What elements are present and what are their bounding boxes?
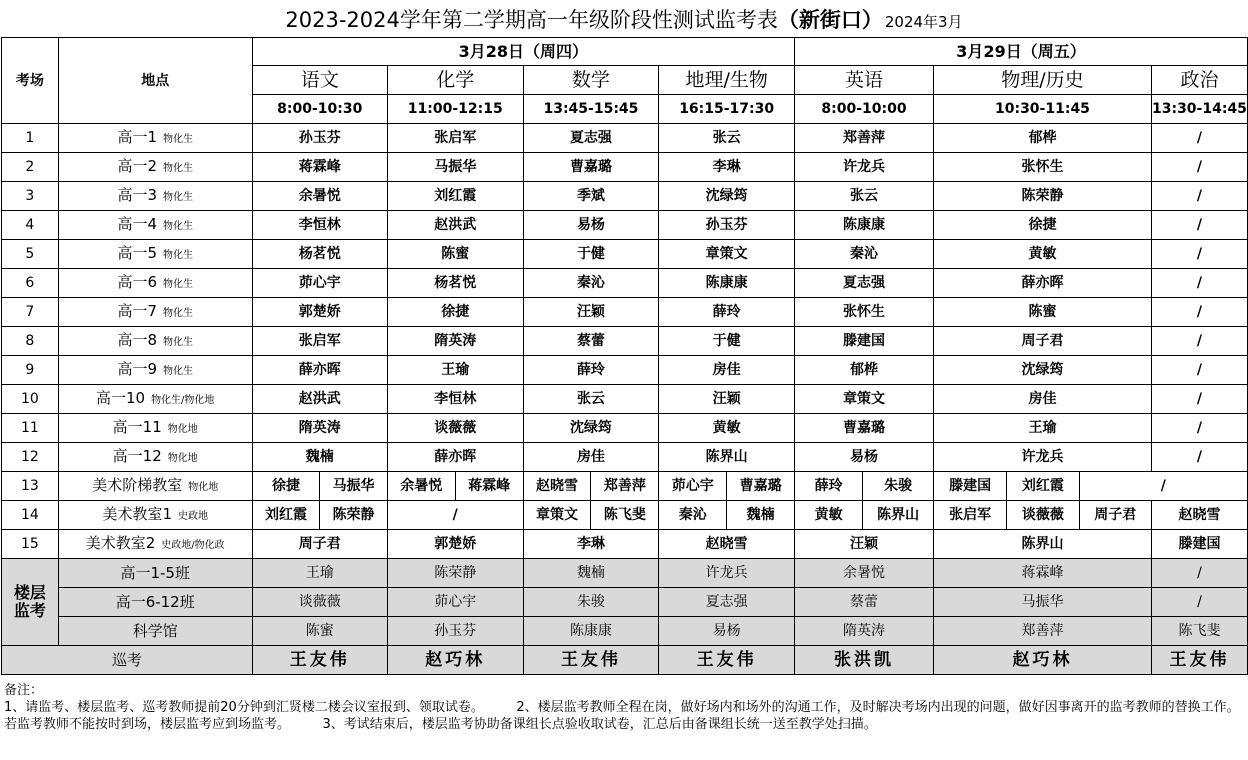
invigilator-cell: 陈界山: [659, 443, 795, 472]
place-cell: [58, 269, 252, 298]
invigilator-cell: 陈荣静: [320, 501, 388, 530]
place-track-tag: 物化地: [167, 452, 198, 464]
invigilator-cell: 沈绿筠: [934, 356, 1152, 385]
invigilator-cell: 余暑悦: [252, 182, 387, 211]
patrol-label: 巡考: [2, 646, 253, 675]
invigilator-cell: 秦沁: [523, 269, 659, 298]
place-track-tag: 物化生: [162, 133, 193, 145]
patrol-name: 王友伟: [1169, 649, 1230, 670]
invigilator-cell: /: [1151, 414, 1247, 443]
place-track-tag: 物化生: [162, 191, 193, 203]
invigilator-cell: 徐捷: [934, 211, 1152, 240]
invigilator-cell: 房佳: [659, 356, 795, 385]
invigilator-cell: 李琳: [659, 153, 795, 182]
invigilator-cell: /: [1151, 385, 1247, 414]
floor-place: 高一6-12班: [58, 588, 252, 617]
place-cell: [58, 153, 252, 182]
floor-invigilator-cell: 陈蜜: [252, 617, 387, 646]
invigilator-cell: 孙玉芬: [659, 211, 795, 240]
floor-label: [2, 559, 59, 646]
title-campus: （新街口）: [777, 8, 883, 32]
table-row: [2, 211, 1248, 240]
invigilator-cell: 陈飞斐: [591, 501, 659, 530]
invigilator-cell: /: [387, 501, 523, 530]
patrol-name: 王友伟: [289, 649, 350, 670]
room-number: 8: [2, 327, 59, 356]
room-number: 15: [2, 530, 59, 559]
subject-header: 语文: [252, 66, 387, 95]
invigilator-cell: /: [1151, 153, 1247, 182]
place-name: 高一3: [117, 185, 157, 204]
time-header: 10:30-11:45: [934, 95, 1152, 124]
title-date: 2024年3月: [884, 13, 963, 31]
invigilator-cell: 隋英涛: [387, 327, 523, 356]
invigilator-cell: 陈荣静: [934, 182, 1152, 211]
floor-invigilator-cell: /: [1151, 559, 1247, 588]
room-number: 6: [2, 269, 59, 298]
place-cell: [58, 356, 252, 385]
invigilator-cell: 黄敏: [795, 501, 863, 530]
invigilator-cell: 薛亦晖: [934, 269, 1152, 298]
room-number: 12: [2, 443, 59, 472]
invigilator-cell: 张云: [523, 385, 659, 414]
title-main: 2023-2024学年第二学期高一年级阶段性测试监考表: [285, 8, 778, 32]
subject-header: 物理/历史: [934, 66, 1152, 95]
invigilator-cell: 张云: [795, 182, 934, 211]
floor-invigilator-cell: 谈薇薇: [252, 588, 387, 617]
invigilator-cell: 汪颖: [659, 385, 795, 414]
floor-invigilator-cell: 余暑悦: [795, 559, 934, 588]
invigilator-cell: /: [1151, 443, 1247, 472]
invigilator-cell: 房佳: [523, 443, 659, 472]
invigilator-cell: 周子君: [934, 327, 1152, 356]
table-row: [2, 385, 1248, 414]
invigilator-cell: 郭楚娇: [387, 530, 523, 559]
place-track-tag: 物化生/物化地: [151, 394, 215, 406]
table-row: [2, 327, 1248, 356]
patrol-cell: [523, 646, 659, 675]
place-cell: [58, 240, 252, 269]
invigilator-cell: 夏志强: [523, 124, 659, 153]
invigilator-cell: 杨茗悦: [252, 240, 387, 269]
invigilator-cell: 陈界山: [863, 501, 934, 530]
invigilator-cell: 赵晓雪: [523, 472, 591, 501]
invigilator-cell: 季斌: [523, 182, 659, 211]
invigilator-cell: 曹嘉璐: [795, 414, 934, 443]
invigilator-cell: 秦沁: [795, 240, 934, 269]
invigilator-cell: 汪颖: [523, 298, 659, 327]
invigilator-cell: 易杨: [795, 443, 934, 472]
invigilator-cell: 薛亦晖: [387, 443, 523, 472]
invigilator-cell: 李琳: [523, 530, 659, 559]
table-row: [2, 153, 1248, 182]
invigilator-cell: 薛玲: [659, 298, 795, 327]
table-row: [2, 472, 1248, 501]
invigilator-cell: /: [1151, 269, 1247, 298]
room-header: 考场: [2, 38, 59, 124]
floor-row: [2, 559, 1248, 588]
invigilator-cell: 周子君: [1079, 501, 1151, 530]
invigilator-cell: 章策文: [523, 501, 591, 530]
place-track-tag: 物化生: [162, 162, 193, 174]
day2-header: 3月29日（周五）: [795, 38, 1248, 66]
document-title: [0, 4, 1248, 34]
table-row: [2, 240, 1248, 269]
table-row: [2, 356, 1248, 385]
invigilator-cell: 王瑜: [387, 356, 523, 385]
invigilator-cell: 黄敏: [659, 414, 795, 443]
invigilator-cell: 隋英涛: [252, 414, 387, 443]
invigilator-cell: 张云: [659, 124, 795, 153]
subject-header: 地理/生物: [659, 66, 795, 95]
floor-row: [2, 588, 1248, 617]
invigilator-cell: /: [1151, 240, 1247, 269]
place-cell: [58, 530, 252, 559]
invigilator-cell: 陈蜜: [387, 240, 523, 269]
time-header: 13:30-14:45: [1151, 95, 1247, 124]
place-cell: [58, 472, 252, 501]
place-track-tag: 史政地: [177, 510, 208, 522]
table-row: [2, 124, 1248, 153]
invigilator-cell: 许龙兵: [934, 443, 1152, 472]
place-name: 高一1: [117, 127, 157, 146]
invigilator-cell: 朱骏: [863, 472, 934, 501]
invigilator-cell: /: [1151, 124, 1247, 153]
floor-invigilator-cell: 朱骏: [523, 588, 659, 617]
time-header: 8:00-10:30: [252, 95, 387, 124]
invigilator-cell: 赵洪武: [252, 385, 387, 414]
invigilator-cell: 李恒林: [387, 385, 523, 414]
invigilator-cell: 郁桦: [934, 124, 1152, 153]
invigilator-cell: 张启军: [387, 124, 523, 153]
room-number: 11: [2, 414, 59, 443]
patrol-cell: [934, 646, 1152, 675]
place-name: 高一10: [95, 388, 146, 407]
invigilator-cell: 马振华: [320, 472, 388, 501]
patrol-name: 张洪凯: [834, 649, 894, 670]
invigilator-cell: /: [1151, 298, 1247, 327]
subject-header: 化学: [387, 66, 523, 95]
patrol-cell: [659, 646, 795, 675]
invigilator-cell: 许龙兵: [795, 153, 934, 182]
invigilator-cell: 薛玲: [523, 356, 659, 385]
place-track-tag: 物化生: [162, 249, 193, 261]
room-number: 2: [2, 153, 59, 182]
invigilator-cell: 薛亦晖: [252, 356, 387, 385]
time-header: 8:00-10:00: [795, 95, 934, 124]
patrol-name: 王友伟: [560, 649, 621, 670]
place-track-tag: 物化生: [162, 336, 193, 348]
invigilator-cell: 刘红霞: [252, 501, 320, 530]
invigilator-cell: 余暑悦: [387, 472, 455, 501]
place-name: 高一11: [112, 417, 162, 436]
invigilation-table: [1, 37, 1248, 675]
place-name: 高一4: [117, 214, 157, 233]
invigilator-cell: 谈薇薇: [1007, 501, 1079, 530]
invigilator-cell: 蔡蕾: [523, 327, 659, 356]
invigilator-cell: /: [1151, 211, 1247, 240]
place-name: 美术教室2: [85, 533, 156, 552]
patrol-cell: [387, 646, 523, 675]
floor-invigilator-cell: 陈飞斐: [1151, 617, 1247, 646]
invigilator-cell: 沈绿筠: [659, 182, 795, 211]
invigilator-cell: 沈绿筠: [523, 414, 659, 443]
place-cell: [58, 327, 252, 356]
place-track-tag: 物化生: [162, 307, 193, 319]
invigilator-cell: 郑善萍: [795, 124, 934, 153]
invigilator-cell: 陈界山: [934, 530, 1152, 559]
invigilator-cell: 孙玉芬: [252, 124, 387, 153]
invigilator-cell: 马振华: [387, 153, 523, 182]
table-row: [2, 298, 1248, 327]
invigilator-cell: 谈薇薇: [387, 414, 523, 443]
invigilator-cell: /: [1151, 182, 1247, 211]
invigilator-cell: 汪颖: [795, 530, 934, 559]
table-row: [2, 443, 1248, 472]
table-row: [2, 501, 1248, 530]
place-header: 地点: [58, 38, 252, 124]
floor-invigilator-cell: 隋英涛: [795, 617, 934, 646]
place-cell: [58, 298, 252, 327]
invigilator-cell: 章策文: [795, 385, 934, 414]
table-row: [2, 530, 1248, 559]
floor-invigilator-cell: /: [1151, 588, 1247, 617]
place-name: 高一5: [117, 243, 157, 262]
invigilator-cell: 薛玲: [795, 472, 863, 501]
room-number: 14: [2, 501, 59, 530]
patrol-name: 王友伟: [696, 649, 757, 670]
floor-invigilator-cell: 王瑜: [252, 559, 387, 588]
patrol-name: 赵巧林: [1012, 649, 1073, 670]
table-row: [2, 269, 1248, 298]
invigilator-cell: 张怀生: [934, 153, 1152, 182]
floor-invigilator-cell: 马振华: [934, 588, 1152, 617]
notes: [4, 682, 1244, 733]
invigilator-cell: 魏楠: [252, 443, 387, 472]
invigilator-cell: 赵晓雪: [1151, 501, 1247, 530]
floor-row: [2, 617, 1248, 646]
place-name: 高一7: [117, 301, 157, 320]
patrol-cell: [252, 646, 387, 675]
invigilator-cell: 曹嘉璐: [727, 472, 795, 501]
invigilator-cell: 周子君: [252, 530, 387, 559]
invigilator-cell: /: [1151, 327, 1247, 356]
invigilator-cell: /: [1079, 472, 1247, 501]
invigilator-cell: 张启军: [252, 327, 387, 356]
floor-invigilator-cell: 夏志强: [659, 588, 795, 617]
notes-text: 1、请监考、楼层监考、巡考教师提前20分钟到汇贤楼二楼会议室报到、领取试卷。 2、楼层监考教师全程在岗，做好场内和场外的沟通工作，及时解决考场内出现的问题，做好因事离开的监考教师的替换工作。若监考教师不能按时到场，楼层监考应到场监考。 3、考试结束后，楼层监考协助备课组长点验收取试卷，汇总后由备课组长统一送至教学处扫描。: [4, 700, 1240, 732]
patrol-row: [2, 646, 1248, 675]
room-number: 4: [2, 211, 59, 240]
place-name: 美术教室1: [102, 504, 172, 523]
place-name: 美术阶梯教室: [92, 475, 183, 494]
invigilator-cell: 陈蜜: [934, 298, 1152, 327]
invigilator-cell: 徐捷: [387, 298, 523, 327]
invigilator-cell: 滕建国: [1151, 530, 1247, 559]
invigilator-cell: 茆心宇: [252, 269, 387, 298]
floor-invigilator-cell: 孙玉芬: [387, 617, 523, 646]
place-name: 高一8: [117, 330, 157, 349]
room-number: 9: [2, 356, 59, 385]
floor-invigilator-cell: 茆心宇: [387, 588, 523, 617]
floor-invigilator-cell: 魏楠: [523, 559, 659, 588]
invigilator-cell: 徐捷: [252, 472, 320, 501]
invigilator-cell: 夏志强: [795, 269, 934, 298]
floor-invigilator-cell: 许龙兵: [659, 559, 795, 588]
place-cell: [58, 414, 252, 443]
floor-place: 科学馆: [58, 617, 252, 646]
place-cell: [58, 182, 252, 211]
subject-header: 数学: [523, 66, 659, 95]
invigilator-cell: 赵洪武: [387, 211, 523, 240]
invigilator-cell: 房佳: [934, 385, 1152, 414]
floor-invigilator-cell: 陈荣静: [387, 559, 523, 588]
invigilator-cell: 魏楠: [727, 501, 795, 530]
time-header: 13:45-15:45: [523, 95, 659, 124]
invigilator-cell: 张怀生: [795, 298, 934, 327]
invigilator-cell: 刘红霞: [1007, 472, 1079, 501]
place-cell: [58, 124, 252, 153]
invigilator-cell: 郁桦: [795, 356, 934, 385]
place-cell: [58, 211, 252, 240]
patrol-cell: [795, 646, 934, 675]
floor-invigilator-cell: 郑善萍: [934, 617, 1152, 646]
time-header: 11:00-12:15: [387, 95, 523, 124]
invigilator-cell: 滕建国: [934, 472, 1007, 501]
invigilator-cell: 秦沁: [659, 501, 727, 530]
invigilator-cell: 王瑜: [934, 414, 1152, 443]
room-number: 3: [2, 182, 59, 211]
place-track-tag: 物化生: [162, 278, 193, 290]
notes-label: 备注：: [4, 683, 44, 698]
invigilator-cell: 李恒林: [252, 211, 387, 240]
subject-header: 英语: [795, 66, 934, 95]
room-number: 13: [2, 472, 59, 501]
place-cell: [58, 443, 252, 472]
place-track-tag: 物化生: [162, 220, 193, 232]
place-name: 高一6: [117, 272, 157, 291]
invigilator-cell: 黄敏: [934, 240, 1152, 269]
invigilator-cell: 于健: [523, 240, 659, 269]
place-track-tag: 物化地: [188, 481, 219, 493]
table-row: [2, 182, 1248, 211]
invigilator-cell: 易杨: [523, 211, 659, 240]
room-number: 10: [2, 385, 59, 414]
place-cell: [58, 385, 252, 414]
room-number: 5: [2, 240, 59, 269]
room-number: 7: [2, 298, 59, 327]
invigilator-cell: 茆心宇: [659, 472, 727, 501]
invigilator-cell: /: [1151, 356, 1247, 385]
place-name: 高一2: [117, 156, 157, 175]
invigilator-cell: 陈康康: [659, 269, 795, 298]
invigilator-cell: 杨茗悦: [387, 269, 523, 298]
invigilator-cell: 章策文: [659, 240, 795, 269]
invigilator-cell: 张启军: [934, 501, 1007, 530]
invigilator-cell: 曹嘉璐: [523, 153, 659, 182]
time-header: 16:15-17:30: [659, 95, 795, 124]
invigilator-cell: 蒋霖峰: [455, 472, 523, 501]
invigilator-cell: 滕建国: [795, 327, 934, 356]
table-row: [2, 414, 1248, 443]
place-name: 高一12: [112, 446, 162, 465]
place-name: 高一9: [117, 359, 157, 378]
place-track-tag: 物化地: [167, 423, 198, 435]
invigilator-cell: 于健: [659, 327, 795, 356]
patrol-cell: [1151, 646, 1247, 675]
invigilator-cell: 赵晓雪: [659, 530, 795, 559]
invigilator-cell: 陈康康: [795, 211, 934, 240]
invigilator-cell: 郭楚娇: [252, 298, 387, 327]
invigilator-cell: 刘红霞: [387, 182, 523, 211]
floor-invigilator-cell: 陈康康: [523, 617, 659, 646]
patrol-name: 赵巧林: [425, 649, 486, 670]
room-number: 1: [2, 124, 59, 153]
invigilator-cell: 郑善萍: [591, 472, 659, 501]
place-track-tag: 物化生: [162, 365, 193, 377]
subject-header: 政治: [1151, 66, 1247, 95]
floor-invigilator-cell: 蔡蕾: [795, 588, 934, 617]
floor-invigilator-cell: 易杨: [659, 617, 795, 646]
floor-label-text: 楼层监考: [13, 583, 46, 620]
day1-header: 3月28日（周四）: [252, 38, 794, 66]
place-cell: [58, 501, 252, 530]
floor-invigilator-cell: 蒋霖峰: [934, 559, 1152, 588]
place-track-tag: 史政地/物化政: [161, 539, 225, 551]
invigilator-cell: 蒋霖峰: [252, 153, 387, 182]
floor-place: 高一1-5班: [58, 559, 252, 588]
